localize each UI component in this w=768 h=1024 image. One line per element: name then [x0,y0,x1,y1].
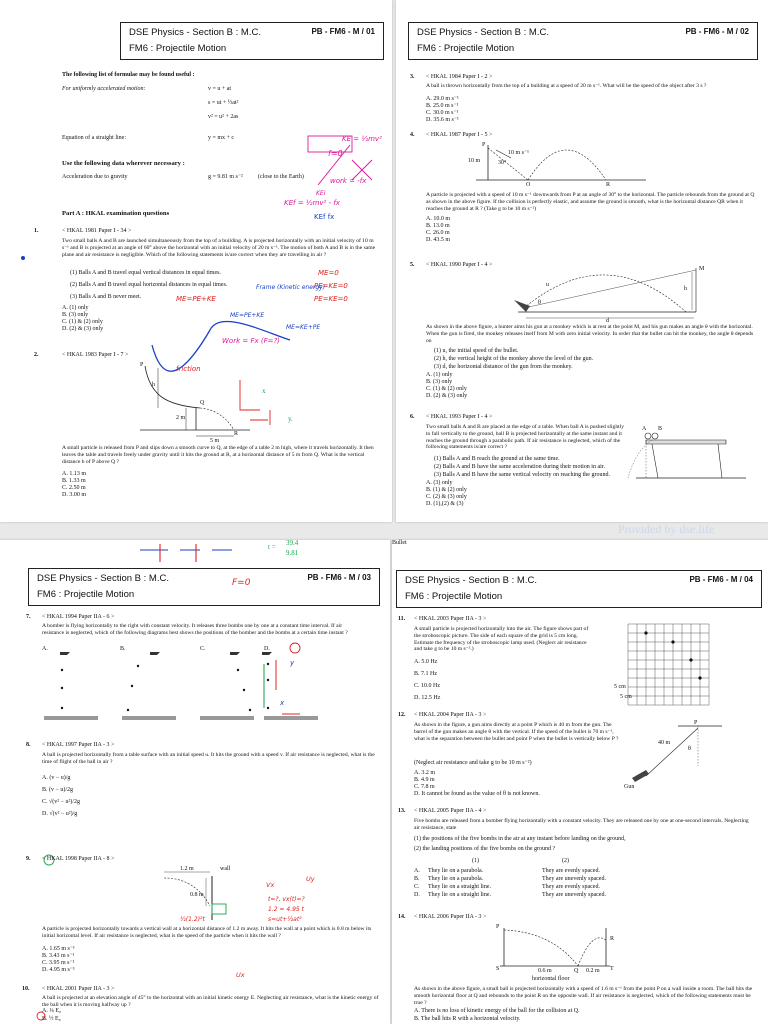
header-code: PB - FM6 - M / 03 [307,573,371,582]
fig-label: P [140,362,144,368]
option: A. 1.65 m s⁻¹ [42,946,75,952]
option: D. 43.5 m [426,237,450,243]
option: B. (v − u)/2g [42,787,74,793]
ink-circle [290,643,300,653]
note: Uy [306,875,315,883]
option: D. 35.6 m s⁻¹ [426,117,459,123]
bomber-icon [262,652,272,655]
header-subtitle: FM6 : Projectile Motion [417,43,515,54]
gravity-label: Acceleration due to gravity [62,174,128,180]
header-code: PB - FM6 - M / 01 [311,27,375,36]
formula-eq: y = mx + c [208,135,235,141]
question-text: A ball is thrown horizontally from the top of a building at a speed of 20 m s⁻¹. What will be the speed of the object after 3 s ? [426,83,707,89]
question-number: 12. [398,712,406,718]
fig-label: Q [200,400,205,406]
bomber-icon [60,652,70,655]
option: C. 26.0 m [426,230,450,236]
option: B. (3) only [62,312,89,318]
fig-label: 40 m [658,740,671,746]
note: t = [268,543,276,551]
note: PE=KE=0 [314,295,348,303]
trajectory [504,930,578,966]
fig-label: P [482,142,486,148]
bomb [267,663,269,665]
note: F=0 [232,578,251,588]
option: A. 10.0 m [426,216,450,222]
note: friction [176,365,201,373]
ball-b [652,433,658,439]
fig-label: S [496,966,500,972]
formula-eq: s = ut + ½at² [208,100,239,106]
fig-label: wall [220,866,231,872]
fig-label: 10 m s⁻¹ [508,150,529,156]
question-number: 13. [398,808,406,814]
question-source: < HKAL 2001 Paper IIA - 3 > [42,986,115,992]
option: A. (1) only [62,305,89,311]
note: t=?, vx(t)=? [268,896,305,903]
option: C. 7.8 m [414,784,435,790]
ground-strip [264,716,318,720]
options [426,480,467,508]
note: 9.81 [286,549,299,557]
ink-curve [152,321,290,371]
table-cell: They lie on a parabola. [428,868,484,874]
question-text: A bomber is flying horizontally to the right with constant velocity. It releases three bombs one by one at a constant time interval. If air resistance is neglected, which of the following diagrams best shows the positions of the bomber and the bombs at a certain time instant ? [42,623,348,636]
option: B. 7.1 Hz [414,671,437,677]
question-text: A particle is projected horizontally towards a vertical wall at a horizontal distance of 1.2 m away. It hits the wall at a point which is 0.8 m below its initial horizontal level. If air resistance is neglected, what is the speed of the particle when it hits the wall ? [42,926,372,939]
header-subtitle: FM6 : Projectile Motion [129,43,227,54]
table-cell: They are evenly spaced. [542,868,600,874]
option: D. 4.95 m s⁻¹ [42,967,75,973]
choice-label: B. [120,646,126,652]
note: KE = ½mv² [342,135,382,143]
options [426,216,450,244]
option: C. 10.0 Hz [414,683,440,689]
options [426,372,467,400]
formula-heading: The following list of formulae may be found useful : [62,72,195,78]
question-source: < HKAL 2003 Paper IIA - 3 > [414,616,487,622]
statement: (1) the positions of the five bombs in the air at any instant before landing on the ground, [414,836,626,842]
bomb [243,689,245,691]
header-title: DSE Physics - Section B : M.C. [129,27,261,38]
formula-eq: v² = u² + 2as [208,114,239,120]
statement: (2) Balls A and B have the same acceleration during their motion in air. [434,464,605,470]
table-cell: They lie on a parabola. [428,876,484,882]
option: C. √(v² − u²)/2g [42,799,80,805]
question-source: < HKAL 1984 Paper I - 2 > [426,74,493,80]
gravity-note: (close to the Earth) [258,174,304,180]
question-number: 6. [410,414,415,420]
note: ME=KE+PE [286,324,321,331]
fig-label: 5 m [210,438,220,444]
option: C. (1) & (2) only [426,386,467,392]
strobe-point [671,640,674,643]
option: B. (3) only [426,379,453,385]
note: KEf = ½mv² - fx [284,199,340,207]
question-source: < HKAL 1993 Paper I - 4 > [426,414,493,420]
strobe-point [689,658,692,661]
trajectory [524,275,686,312]
fig-label: A [642,426,647,432]
option: A. (v − u)/g [42,775,71,781]
question-number: 11. [398,616,406,622]
ink-dot [21,256,25,260]
option: B. 25.0 m s⁻¹ [426,103,459,109]
question-source: < HKAL 1994 Paper IIA - 6 > [42,614,115,620]
formula-eq: v = u + at [208,86,232,92]
table-cell: B. [414,876,420,882]
fig-label: θ [538,300,541,306]
options [414,770,540,798]
note: x [262,387,266,395]
header-subtitle: FM6 : Projectile Motion [405,591,503,602]
table-cell: A. [414,868,420,874]
fig-label: R [606,182,611,188]
note: KEf fx [314,213,335,221]
fig-label: h [152,382,155,388]
header-title: DSE Physics - Section B : M.C. [37,573,169,584]
bomber-icon [230,652,240,655]
option: C. 2.50 m [62,485,86,491]
ground-strip [200,716,254,720]
column-header: (2) [562,858,569,864]
question-source: < HKAL 2006 Paper IIA - 3 > [414,914,487,920]
note: ME=PE+KE [176,295,216,303]
fig-label: horizontal floor [532,976,570,982]
option: D. √(v² − u²)/g [42,811,78,817]
question-number: 14. [398,914,406,920]
options [62,471,86,499]
option: A. (3) only [426,480,453,486]
option: A. (1) only [426,372,453,378]
note: Work = Fx (F=?) [222,337,280,345]
question-source: < HKAL 1998 Paper IIA - 8 > [42,856,115,862]
option: B. 13.0 m [426,223,450,229]
stroboscope-grid [628,624,709,705]
fig-label: 0.2 m [586,968,600,974]
question-source: < HKAL 1997 Paper IIA - 3 > [42,742,115,748]
statement: (3) Balls A and B have the same vertical velocity on reaching the ground. [434,472,610,478]
choice-label: D. [264,646,270,652]
ink-axes [250,410,270,425]
choice-label: A. [42,646,48,652]
table-top [646,440,726,444]
option: A. ¼ E₀ [42,1008,62,1014]
note: ME=PE+KE [230,312,265,319]
table-cell: They are unevenly spaced. [542,876,606,882]
statement: (2) the landing positions of the five bombs on the ground ? [414,846,556,852]
question-source: < HKAL 2005 Paper IIA - 4 > [414,808,487,814]
gun-icon [632,770,649,782]
note: x [280,699,285,707]
fig-label: h [684,286,687,292]
note: Vx [266,881,275,889]
fig-label: 1.2 m [180,866,194,872]
ink-axes [240,380,260,410]
ball-a [645,433,651,439]
question-text: A particle is projected with a speed of 10 m s⁻¹ downwards from P at an angle of 30° to the horizontal. The particle rebounds from the ground at Q as shown in the above figure. If the collision is perfectly elastic, and assume the ground is smooth, what is the horizontal distance QR when it reaches the ground at R ? (Take g to be 10 m s⁻²) [426,192,755,212]
statement: (3) d, the horizontal distance of the gun from the monkey. [434,364,573,370]
statement: (1) Balls A and B reach the ground at the same time. [434,456,560,462]
page-4 [392,540,768,1024]
gravity-value: g = 9.81 m s⁻² [208,174,243,180]
question-number: 8. [26,742,31,748]
question-source: < HKAL 2004 Paper IIA - 3 > [414,712,487,718]
question-text: Two small balls A and B are placed at the edge of a table. When ball A is pushed slightly to fall vertically to the ground, ball B is projected horizontally at the same instant and it reaches the ground through a parabolic path. If air resistance is neglected, which of the following statements is/are correct ? [426,424,625,451]
formula-label: Equation of a straight line: [62,135,126,141]
bomb [267,707,269,709]
fig-label: 0.6 m [538,968,552,974]
statement: (1) Balls A and B travel equal vertical distances in equal times. [70,270,221,276]
fig-label: Q [574,968,579,974]
note: PE=KE=0 [314,282,348,290]
trajectory [200,408,234,430]
fig-label: R [610,936,615,942]
question-number: 3. [410,74,415,80]
option: C. 3.95 m s⁻¹ [42,960,75,966]
fig-label: 30° [498,160,507,166]
options [42,946,75,974]
bomb [127,709,129,711]
note: s=ut+½at² [268,916,302,923]
question-number: 5. [410,262,415,268]
fig-label: Bullet [392,540,407,546]
statement: (3) Balls A and B never meet. [70,294,142,300]
table-leg [652,444,658,478]
table-cell: They are evenly spaced. [542,884,600,890]
option: D. It cannot be found as the value of θ is not known. [414,791,540,797]
strobe-point [644,631,647,634]
note: Ux [236,971,245,979]
table-cell: C. [414,884,420,890]
bomb [137,665,139,667]
options [42,772,80,820]
note: work = -fx [330,177,367,185]
fig-label: P [694,720,698,726]
fig-label: P [496,924,500,930]
table-cell: D. [414,892,420,898]
option: D. (2) & (3) only [62,326,104,332]
page-3 [0,540,390,1024]
bomber-icon [150,652,160,655]
bomb [131,685,133,687]
formula-label: For uniformly accelerated motion: [62,86,146,92]
bomb [237,669,239,671]
question-text: As shown in the figure, a gun aims directly at a point P which is 40 m from the gun. The barrel of the gun makes an angle θ with the vertical. If the speed of the bullet is 70 m s⁻¹, what is the separation between the bullet and point P when the bullet is vertically below P ? [414,722,619,742]
note: 1.2 = 4.95 t [268,906,305,913]
page1-figures [0,0,392,522]
header-title: DSE Physics - Section B : M.C. [417,27,549,38]
parabolic-path [628,440,652,478]
question-number: 2. [34,352,39,358]
option: D. 12.5 Hz [414,695,441,701]
fig-label: M [699,266,705,272]
question-text: A ball is projected at an elevation angle of 45° to the horizontal with an initial kinetic energy E. Neglecting air resistance, what is the kinetic energy of the ball when it is moving halfway up ? [42,995,379,1008]
note: ME=0 [318,269,339,277]
strobe-point [698,676,701,679]
option: A. 3.2 m [414,770,435,776]
bomb [61,687,63,689]
question-number: 4. [410,132,415,138]
note: y [290,659,295,667]
data-heading: Use the following data wherever necessary : [62,160,185,167]
fig-label: d [606,318,609,324]
note: 39.4 [286,539,299,547]
ground-strip [122,716,176,720]
choice-label: C. [200,646,206,652]
fig-label: T [610,966,614,972]
fig-label: Gun [624,784,635,790]
aim-line [524,270,696,308]
fig-label: u [546,282,549,288]
question-number: 7. [26,614,31,620]
option: A. 29.0 m s⁻¹ [426,96,459,102]
note: Frame (Kinetic energy) [256,284,326,291]
question-source: < HKAL 1981 Paper I - 34 > [62,228,132,234]
fig-label: B [658,426,663,432]
option: D. (1),(2) & (3) [426,501,464,507]
question-source: < HKAL 1990 Paper I - 4 > [426,262,493,268]
ground-strip [44,716,98,720]
bomb [267,679,269,681]
statement: (1) u, the initial speed of the bullet. [434,348,519,354]
option: B. ½ E₀ [42,1016,61,1022]
fig-label: O [526,182,531,188]
note: y. [288,415,293,423]
option: B. 4.9 m [414,777,435,783]
watermark: Provided by dse.life [618,522,715,536]
question-text: Five bombs are released from a bomber flying horizontally with a constant velocity. They are released one by one at one-second intervals. Neglecting air resistance, state [414,818,749,831]
bomb [61,669,63,671]
part-heading: Part A : HKAL examination questions [62,210,170,217]
column-header: (1) [472,858,479,864]
fig-label: 0.8 m [190,892,204,898]
table-cell: They are unevenly spaced. [542,892,606,898]
option: C. (1) & (2) only [62,319,103,325]
question-text: As shown in the above figure, a hunter aims his gun at a monkey which is at rest at the point M, and his gun makes an angle θ with the horizontal. When the gun is fired, the monkey releases itself from M with zero initial velocity. In order that the bullet can hit the monkey, the angle θ depends on [426,324,754,344]
ink-box [212,904,226,914]
fig-label: θ [688,746,691,752]
table-leg [718,444,722,478]
hunter-icon [514,300,530,312]
trajectory [578,938,606,966]
option: B. The ball hits R with a horizontal velocity. [414,1016,521,1022]
header-subtitle: FM6 : Projectile Motion [37,589,135,600]
header-code: PB - FM6 - M / 02 [685,27,749,36]
question-number: 10. [22,986,30,992]
option: A. 1.13 m [62,471,86,477]
question-source: < HKAL 1987 Paper I - 5 > [426,132,493,138]
statement: (2) h, the vertical height of the monkey above the level of the gun. [434,356,594,362]
question-number: 1. [34,228,39,234]
table-cell: They lie on a straight line. [428,892,491,898]
bomb [61,707,63,709]
trajectory [528,150,606,180]
question-text: A small particle is projected horizontally into the air. The figure shows part of the stroboscopic picture. The side of each square of the grid is 5 cm long. Estimate the frequency of the stroboscopic lamp used. (Neglect air resistance and take g to be 10 m s⁻².) [414,626,589,653]
page-1 [0,0,392,522]
statement: (2) Balls A and B travel equal horizontal distances in equal times. [70,282,228,288]
page-2 [396,0,768,536]
option: A. There is no loss of kinetic energy of the ball for the collision at Q. [414,1008,580,1014]
option: A. 5.0 Hz [414,659,438,665]
question-text: As shown in the above figure, a small ball is projected horizontally with a speed of 1.6 m s⁻¹ from the point P on a wall inside a room. The ball hits the smooth horizontal floor at Q and rebounds to the point R on the opposite wall. If air resistance is neglected, which of the following statements must be true ? [414,986,753,1006]
note: ½(1.2)²t [180,916,205,923]
question-source: < HKAL 1983 Paper I - 7 > [62,352,129,358]
option: B. 3.43 m s⁻¹ [42,953,75,959]
option: D. 3.00 m [62,492,86,498]
question-note: (Neglect air resistance and take g to be 10 m s⁻²) [414,760,532,766]
fig-label: R [234,431,239,437]
header-title: DSE Physics - Section B : M.C. [405,575,537,586]
question-text: A ball is projected horizontally from a table surface with an initial speed u. It hits the ground with a speed v. If air resistance is neglected, what is the time of flight of the ball in air ? [42,752,375,765]
header-code: PB - FM6 - M / 04 [689,575,753,584]
note: f=0 [328,149,343,158]
option: D. (2) & (3) only [426,393,468,399]
note: KEi [316,190,326,197]
question-text: A small particle is released from P and slips down a smooth curve to Q, at the edge of a table 2 m high, where it travels horizontally. It then leaves the table and travels freely under gravity until it hits the ground at R, at a horizontal distance of 5 m from Q. What is the vertical distance h of P above Q ? [62,445,374,465]
bomb [249,709,251,711]
fig-label: 2 m [176,415,186,421]
question-text: Two small balls A and B are launched simultaneously from the top of a building. A is projected horizontally with an initial velocity of 10 m s⁻¹ and B is projected at an angle of 60° above the horizontal with an initial velocity of 20 m s⁻¹. The motion of both A and B is in the same plane and air resistance is negligible. Which of the following statements is/are correct when they are travelling in air ? [62,238,376,258]
option: B. 1.33 m [62,478,86,484]
table-cell: They lie on a straight line. [428,884,491,890]
fig-label: 5 cm [614,684,626,690]
fig-label: 5 cm [620,694,632,700]
option: C. (2) & (3) only [426,494,467,500]
option: B. (1) & (2) only [426,487,467,493]
question-number: 9. [26,856,31,862]
fig-label: 10 m [468,158,481,164]
option: C. 30.0 m s⁻¹ [426,110,459,116]
ink-arrows [160,544,196,562]
